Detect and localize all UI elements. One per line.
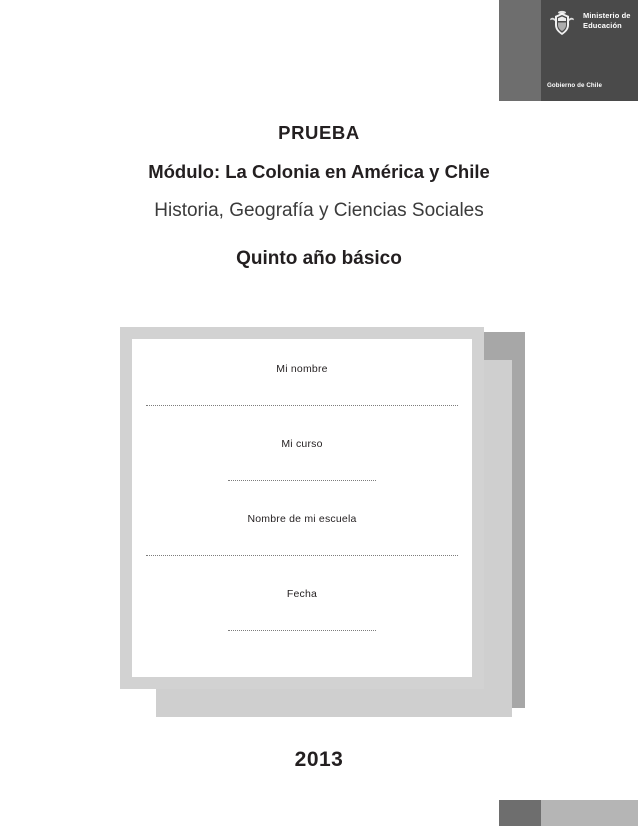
footer-bar-dark	[499, 800, 541, 826]
title-block	[0, 122, 638, 270]
footer-bar-light	[541, 800, 638, 826]
footer-bars	[499, 800, 638, 826]
field-input-date[interactable]	[228, 629, 376, 631]
ministry-name-line1: Ministerio de	[583, 11, 631, 20]
logo-right-panel	[541, 0, 638, 101]
ministry-name-line2: Educación	[583, 20, 622, 30]
field-label-school: Nombre de mi escuela	[247, 513, 357, 525]
identification-frame	[120, 327, 525, 717]
government-label: Gobierno de Chile	[547, 82, 602, 89]
document-year: 2013	[294, 748, 344, 771]
student-identification-form	[132, 339, 472, 677]
document-subject: Historia, Geografía y Ciencias Sociales	[154, 200, 484, 221]
document-grade: Quinto año básico	[236, 248, 402, 269]
field-label-date: Fecha	[286, 588, 318, 600]
ministry-name	[583, 11, 631, 30]
chile-coat-of-arms-icon	[547, 10, 577, 38]
document-module: Módulo: La Colonia en América y Chile	[148, 161, 490, 182]
field-label-course: Mi curso	[281, 438, 323, 450]
ministry-logo-block	[499, 0, 638, 101]
logo-left-band	[499, 0, 541, 101]
document-kind: PRUEBA	[278, 122, 360, 143]
field-label-name: Mi nombre	[276, 363, 328, 375]
